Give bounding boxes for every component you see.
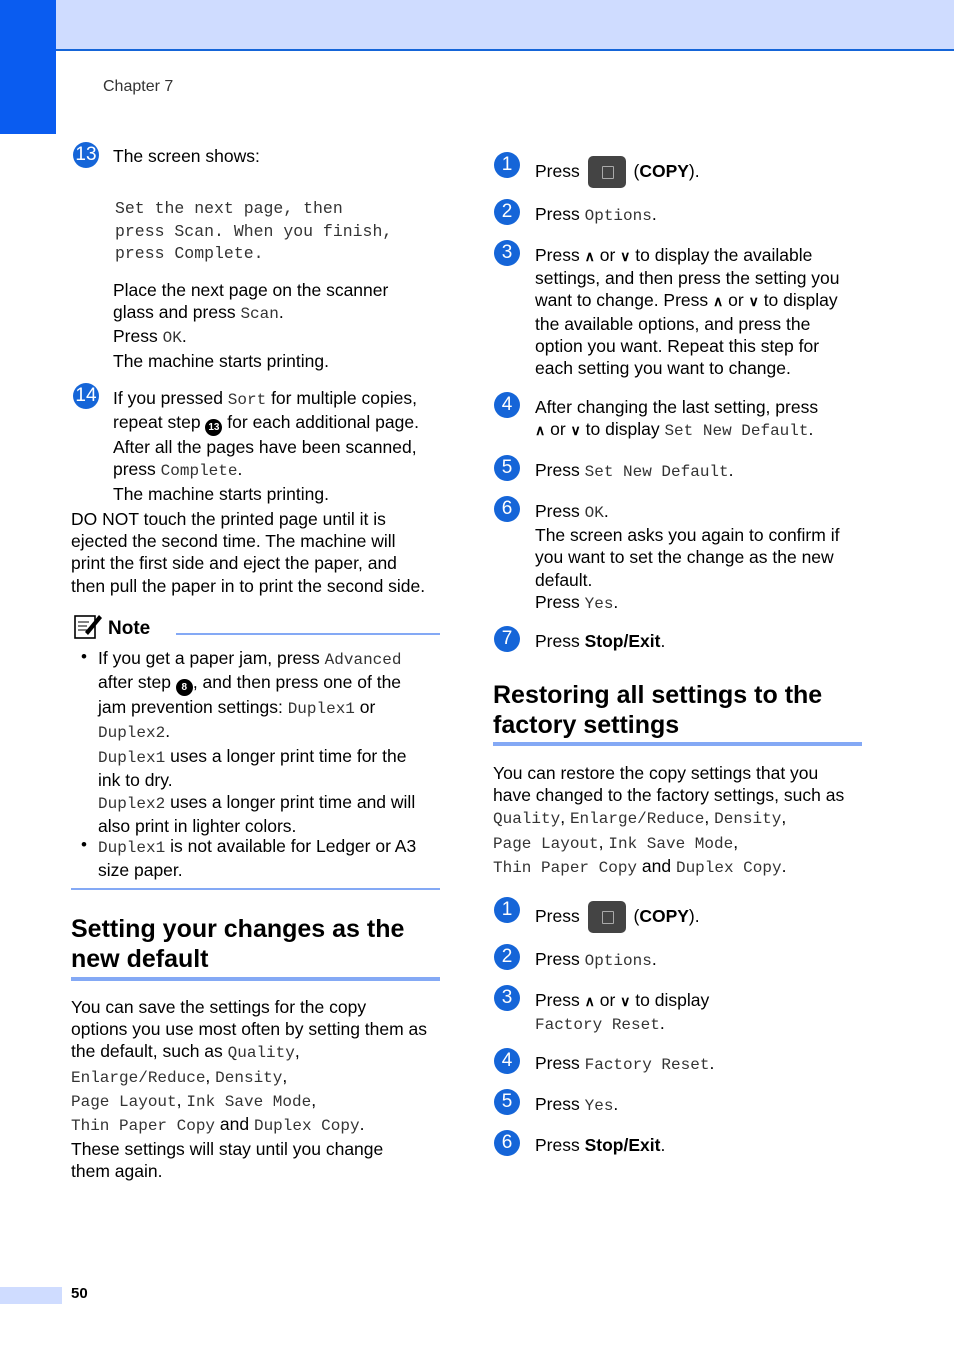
stepA-3-number: 3 <box>494 240 520 266</box>
stepB-5: Press Yes. <box>535 1094 619 1115</box>
note-bullet-2-dot: • <box>81 835 87 854</box>
stepA-6: Press OK. The screen asks you again to confirm if you want to set the change as the new default. Press Yes. <box>535 501 840 613</box>
stepB-2: Press Options. <box>535 949 657 970</box>
stepA-7: Press Stop/Exit. <box>535 631 666 651</box>
up-arrow-icon: ∧ <box>584 993 595 1009</box>
step-13-body: Place the next page on the scanner glass and press Scan. Press OK. The machine starts printing. <box>113 280 389 371</box>
stepB-6: Press Stop/Exit. <box>535 1135 666 1155</box>
section-factory-reset-body: You can restore the copy settings that you have changed to the factory settings, such as Quality, Enlarge/Reduce, Density, Page Layout, Ink Save Mode, Thin Paper Copy and Duplex Copy. <box>493 763 845 877</box>
copy-button-icon[interactable] <box>588 901 626 933</box>
step-ref-8: 8 <box>176 679 193 696</box>
step-13-intro: The screen shows: <box>113 146 260 166</box>
section-rule-left <box>71 977 440 981</box>
stepA-5: Press Set New Default. <box>535 460 734 481</box>
stepA-2: Press Options. <box>535 204 657 225</box>
stepA-1: Press (COPY). <box>535 156 700 188</box>
stepB-3-number: 3 <box>494 985 520 1011</box>
page-number: 50 <box>71 1285 88 1302</box>
note-top-rule <box>176 633 440 635</box>
up-arrow-icon: ∧ <box>535 422 546 439</box>
down-arrow-icon: ∨ <box>620 248 631 264</box>
stepA-1-number: 1 <box>494 152 520 178</box>
stepB-6-number: 6 <box>494 1130 520 1156</box>
note-bullet-1: If you get a paper jam, press Advanced after step 8 , and then press one of the jam prevention settings: Duplex1 or Duplex2. Duplex1 uses a longer print time for the ink to dry. Duplex2 uses a longer print time and will also print in lighter colors. <box>98 648 416 837</box>
section-new-default-body: You can save the settings for the copy options you use most often by setting them as the default, such as Quality, Enlarge/Reduce, Density, Page Layout, Ink Save Mode, Thin Paper Copy and Duplex Copy. <box>71 997 428 1136</box>
stepA-4-number: 4 <box>494 392 520 418</box>
note-bullet-2: Duplex1 is not available for Ledger or A3 size paper. <box>98 836 417 881</box>
stepA-4: After changing the last setting, press ∧ or ∨ to display Set New Default. <box>535 397 819 441</box>
header-band <box>0 0 954 51</box>
down-arrow-icon: ∨ <box>748 293 759 310</box>
note-title: Note <box>108 618 151 639</box>
up-arrow-icon: ∧ <box>713 293 724 310</box>
section-title-new-default: Setting your changes as the new default <box>71 915 405 973</box>
note-pencil-icon <box>73 612 103 640</box>
step-13-number: 13 <box>73 142 99 168</box>
down-arrow-icon: ∨ <box>570 422 581 439</box>
stepB-4-number: 4 <box>494 1048 520 1074</box>
step-14-number: 14 <box>73 383 99 409</box>
stepA-2-number: 2 <box>494 199 520 225</box>
stepB-2-number: 2 <box>494 944 520 970</box>
stepB-1-number: 1 <box>494 897 520 923</box>
up-arrow-icon: ∧ <box>584 248 595 264</box>
stepB-5-number: 5 <box>494 1089 520 1115</box>
stepB-4: Press Factory Reset. <box>535 1053 715 1074</box>
stepA-7-number: 7 <box>494 626 520 652</box>
section-new-default-closing: These settings will stay until you change them again. <box>71 1139 384 1182</box>
stepA-5-number: 5 <box>494 455 520 481</box>
step-ref-13: 13 <box>205 419 222 436</box>
down-arrow-icon: ∨ <box>620 993 631 1009</box>
page-number-band <box>0 1287 62 1304</box>
lcd-message: Set the next page, then press Scan. When you finish, press Complete. <box>115 199 393 264</box>
step-14-body: If you pressed Sort for multiple copies, repeat step 13 for each additional page. After all the pages have been scanned, press Complete. The machine starts printing. <box>113 388 419 504</box>
copy-button-icon[interactable] <box>588 156 626 188</box>
chapter-tab <box>0 0 56 134</box>
stepA-6-number: 6 <box>494 496 520 522</box>
stepB-1: Press (COPY). <box>535 901 700 933</box>
stepB-3: Press ∧ or ∨ to display Factory Reset. <box>535 990 710 1035</box>
note-bullet-1-dot: • <box>81 647 87 666</box>
note-bottom-rule <box>71 888 440 890</box>
chapter-label: Chapter 7 <box>103 78 174 95</box>
section-title-factory-reset: Restoring all settings to the factory settings <box>493 681 823 739</box>
warning-paragraph: DO NOT touch the printed page until it is ejected the second time. The machine will print the first side and eject the paper, and then pull the paper in to print the second side. <box>71 509 426 596</box>
section-rule-right <box>493 742 862 746</box>
stepA-3: Press ∧ or ∨ to display the available settings, and then press the setting you want to change. Press ∧ or ∨ to display the available options, and press the option you want. Repeat this step for each setting you want to change. <box>535 245 840 379</box>
